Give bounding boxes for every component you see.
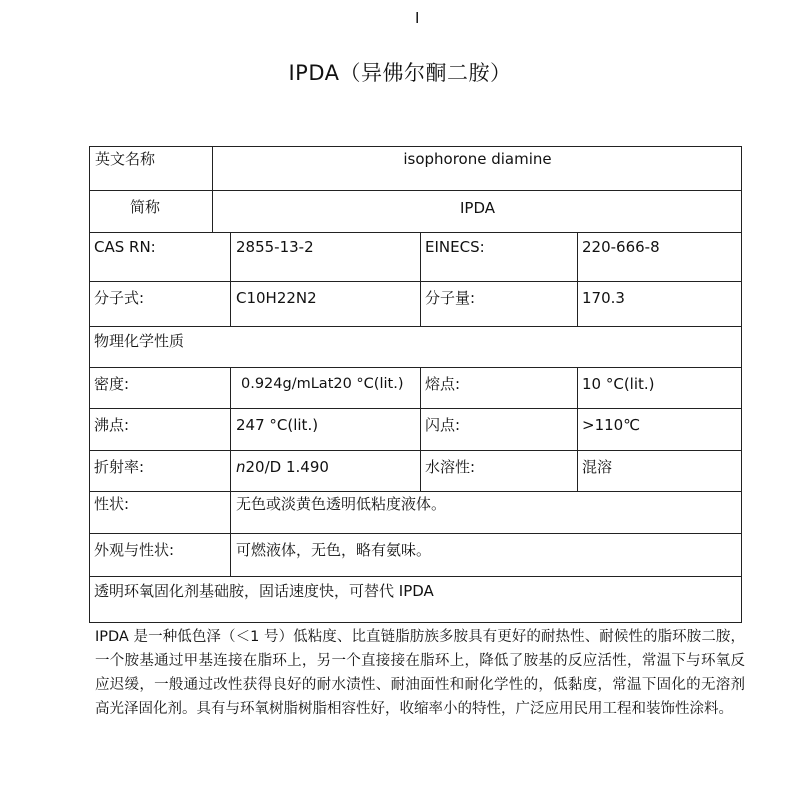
- boiling-point-label: 沸点:: [94, 416, 130, 434]
- document-title: IPDA（异佛尔酮二胺）: [288, 61, 512, 85]
- einecs-label: EINECS:: [425, 238, 485, 256]
- density-label: 密度:: [94, 375, 130, 393]
- density-value: 0.924g/mLat20 °C(lit.): [241, 376, 404, 392]
- water-solubility-value: 混溶: [582, 458, 613, 476]
- description-paragraph: IPDA 是一种低色泽（＜1 号）低粘度、比直链脂肪族多胺具有更好的耐热性、耐候性的脂环胺二胺，一个胺基通过甲基连接在脂环上，另一个直接接在脂环上，降低了胺基的反应活性，常温下与环氧反应迟缓，一般通过改性获得良好的耐水渍性、耐油面性和耐化学性的，低黏度，常温下固化的无溶剂高光泽固化剂。具有与环氧树脂树脂相容性好，收缩率小的特性，广泛应用民用工程和装饰性涂料。: [95, 629, 745, 717]
- properties-value: 无色或淡黄色透明低粘度液体。: [236, 495, 447, 513]
- text-cursor-mark: I: [415, 9, 420, 27]
- mol-weight-value: 170.3: [582, 289, 625, 307]
- flash-point-label: 闪点:: [425, 416, 461, 434]
- section-title: 物理化学性质: [94, 332, 185, 350]
- row-divider: [89, 576, 742, 577]
- formula-label: 分子式:: [94, 289, 145, 307]
- refractive-index-symbol: n: [236, 458, 246, 476]
- flash-point-value: >110℃: [582, 416, 641, 434]
- refractive-index-number: 20/D 1.490: [245, 458, 329, 476]
- column-divider: [230, 232, 231, 326]
- summary-text: 透明环氧固化剂基础胺，固话速度快，可替代 IPDA: [94, 582, 434, 600]
- row-divider: [89, 491, 742, 492]
- mol-weight-label: 分子量:: [425, 289, 476, 307]
- column-divider: [420, 232, 421, 326]
- appearance-label: 外观与性状:: [94, 541, 175, 559]
- short-name-value: IPDA: [459, 199, 496, 217]
- einecs-value: 220-666-8: [582, 238, 660, 256]
- column-divider: [420, 367, 421, 491]
- boiling-point-value: 247 °C(lit.): [236, 416, 319, 434]
- row-divider: [89, 281, 742, 282]
- row-divider: [89, 408, 742, 409]
- refractive-index-label: 折射率:: [94, 458, 145, 476]
- melting-point-value: 10 °C(lit.): [582, 375, 655, 393]
- row-divider: [89, 326, 742, 327]
- row-divider: [89, 190, 742, 191]
- column-divider: [577, 367, 578, 491]
- cas-value: 2855-13-2: [236, 238, 314, 256]
- column-divider: [230, 367, 231, 576]
- cas-label: CAS RN:: [94, 238, 156, 256]
- melting-point-label: 熔点:: [425, 375, 461, 393]
- row-divider: [89, 533, 742, 534]
- appearance-value: 可燃液体，无色，略有氨味。: [236, 541, 432, 559]
- row-divider: [89, 232, 742, 233]
- refractive-index-value: [236, 456, 329, 478]
- row-divider: [89, 450, 742, 451]
- properties-label: 性状:: [94, 495, 130, 513]
- english-name-value: isophorone diamine: [403, 150, 552, 168]
- column-divider: [577, 232, 578, 326]
- formula-value: C10H22N2: [236, 289, 317, 307]
- water-solubility-label: 水溶性:: [425, 458, 476, 476]
- english-name-label: 英文名称: [95, 150, 156, 168]
- row-divider: [89, 367, 742, 368]
- short-name-label: 简称: [130, 198, 161, 216]
